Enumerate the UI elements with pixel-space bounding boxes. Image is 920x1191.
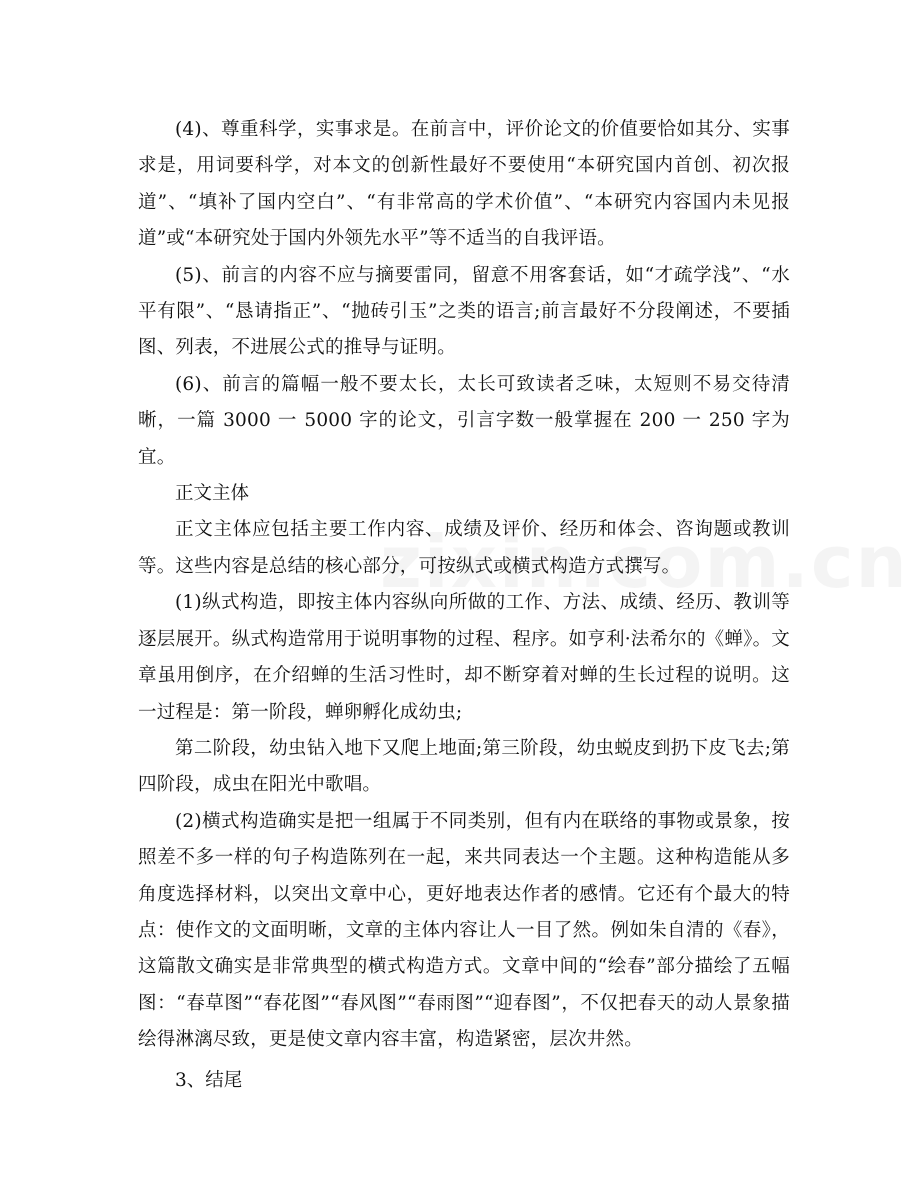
body-paragraph-horizontal-structure: (2)横式构造确实是把一组属于不同类别，但有内在联络的事物或景象，按照差不多一样的句子构造陈列在一起，来共同表达一个主题。这种构造能从多角度选择材料，以突出文章中心，更好地表达作者的感情。它还有个最大的特点：使作文的文面明晰，文章的主体内容让人一目了然。例如朱自清的《春》，这篇散文确实是非常典型的横式构造方式。文章中间的“绘春”部分描绘了五幅图：“春草图”“春花图”“春风图”“春雨图”“迎春图”，不仅把春天的动人景象描绘得淋漓尽致，更是使文章内容丰富，构造紧密，层次井然。: [138, 810, 790, 1051]
body-paragraph-intro: 正文主体应包括主要工作内容、成绩及评价、经历和体会、咨询题或教训等。这些内容是总结的核心部分，可按纵式或横式构造方式撰写。: [138, 519, 790, 577]
paragraph-5: (5)、前言的内容不应与摘要雷同，留意不用客套话，如“才疏学浅”、“水平有限”、“恳请指正”、“抛砖引玉”之类的语言;前言最好不分段阐述，不要插图、列表，不进展公式的推导与证明。: [138, 264, 790, 359]
paragraph-4: (4)、尊重科学，实事求是。在前言中，评价论文的价值要恰如其分、实事求是，用词要科学，对本文的创新性最好不要使用“本研究国内首创、初次报道”、“填补了国内空白”、“有非常高的学术价值”、“本研究内容国内未见报道”或“本研究处于国内外领先水平”等不适当的自我评语。: [138, 119, 790, 250]
document-body: [138, 112, 790, 1099]
section-heading-conclusion: 3、结尾: [175, 1069, 243, 1091]
paragraph-6: (6)、前言的篇幅一般不要太长，太长可致读者乏味，太短则不易交待清晰，一篇 3000 一 5000 字的论文，引言字数一般掌握在 200 一 250 字为宜。: [138, 373, 790, 468]
body-paragraph-stages: 第二阶段，幼虫钻入地下又爬上地面;第三阶段，幼虫蜕皮到扔下皮飞去;第四阶段，成虫在阳光中歌唱。: [138, 737, 790, 796]
body-paragraph-vertical-structure: (1)纵式构造，即按主体内容纵向所做的工作、方法、成绩、经历、教训等逐层展开。纵式构造常用于说明事物的过程、程序。如亨利·法希尔的《蝉》。文章虽用倒序，在介绍蝉的生活习性时，却不断穿着对蝉的生长过程的说明。这一过程是：第一阶段，蝉卵孵化成幼虫;: [138, 592, 790, 723]
section-heading-main-body: 正文主体: [175, 483, 250, 505]
